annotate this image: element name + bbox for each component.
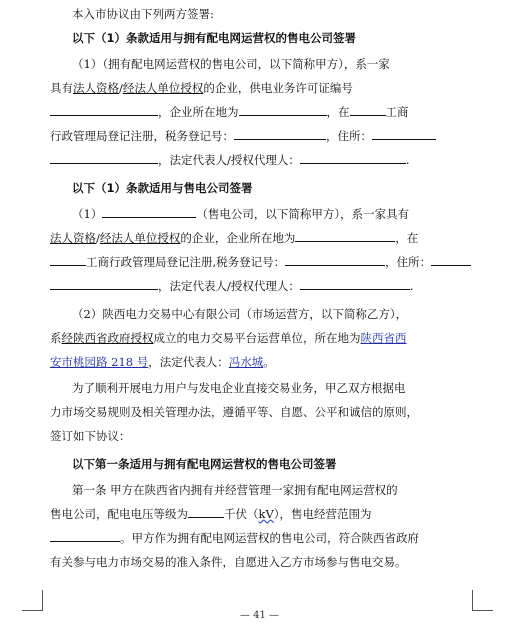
company-name-blank[interactable]: [102, 206, 196, 218]
clause-1a: （1）（拥有配电网运营权的售电公司，以下简称甲方），系一家: [72, 57, 390, 71]
purpose-line-2: 力市场交易规则及相关管理办法，遵循平等、自愿、公平和诚信的原则，: [50, 405, 418, 419]
section-heading-article-1: 以下第一条适用与拥有配电网运营权的售电公司签署: [72, 457, 337, 471]
bureau-blank-2[interactable]: [50, 254, 86, 266]
address-cont-blank[interactable]: [50, 152, 158, 164]
representative-blank-2[interactable]: [300, 278, 410, 290]
location-blank[interactable]: [239, 104, 327, 116]
tax-number-blank[interactable]: [234, 128, 326, 140]
bureau-blank[interactable]: [350, 104, 386, 116]
clause-3c: 安市桃园路 218 号，法定代表人：冯水城。: [50, 355, 275, 369]
article-1-line-2: 售电公司，配电电压等级为 千伏（kV），售电经营范围为: [50, 507, 372, 521]
clause-1e: ，法定代表人/授权代理人： .: [50, 152, 471, 168]
purpose-line-3: 签订如下协议：: [50, 429, 131, 443]
clause-3b: 系经陕西省政府授权成立的电力交易平台运营单位，所在地为陕西省西: [50, 331, 407, 345]
clause-1b: 具有法人资格/经法人单位授权的企业，供电业务许可证编号: [50, 81, 353, 95]
representative-blank[interactable]: [300, 152, 406, 164]
address-blank[interactable]: [372, 128, 436, 140]
intro-line: 本入市协议由下列两方签署:: [72, 7, 214, 21]
purpose-line-1: 为了顺利开展电力用户与发电企业直接交易业务，甲乙双方根据电: [72, 381, 406, 395]
clause-1d: 行政管理局登记注册，税务登记号： ，住所：: [50, 128, 471, 144]
address-blank-2[interactable]: [431, 254, 471, 266]
article-1-line-1: 第一条 甲方在陕西省内拥有并经营管理一家拥有配电网运营权的: [72, 483, 398, 497]
voltage-blank[interactable]: [188, 506, 224, 518]
section-heading-retail: 以下（1）条款适用与售电公司签署: [72, 181, 253, 195]
clause-2d: ，法定代表人/授权代理人： .: [50, 278, 471, 294]
license-number-blank[interactable]: [50, 104, 158, 116]
location-blank-2[interactable]: [295, 230, 395, 242]
clause-2b: 法人资格/经法人单位授权的企业，企业所在地为 ，在: [50, 231, 419, 245]
section-heading-distribution: 以下（1）条款适用与拥有配电网运营权的售电公司签署: [72, 31, 356, 45]
clause-2c: 工商行政管理局登记注册,税务登记号： ，住所：: [50, 254, 471, 270]
clause-3a: （2）陕西电力交易中心有限公司（市场运营方，以下简称乙方），: [72, 307, 408, 321]
crop-mark-left: [22, 590, 43, 611]
page-number: — 41 —: [239, 610, 280, 621]
address-cont-blank-2[interactable]: [50, 278, 158, 290]
clause-1c: ，企业所在地为 ，在 工商: [50, 104, 471, 120]
tax-number-blank-2[interactable]: [285, 254, 385, 266]
clause-2a: （1） （售电公司，以下简称甲方），系一家具有: [72, 207, 410, 221]
article-1-line-4: 有关参与电力市场交易的准入条件，自愿进入乙方市场参与售电交易。: [50, 555, 407, 569]
crop-mark-right: [472, 590, 493, 611]
business-scope-blank[interactable]: [50, 530, 120, 542]
article-1-line-3: 。甲方作为拥有配电网运营权的售电公司，符合陕西省政府: [50, 530, 471, 546]
